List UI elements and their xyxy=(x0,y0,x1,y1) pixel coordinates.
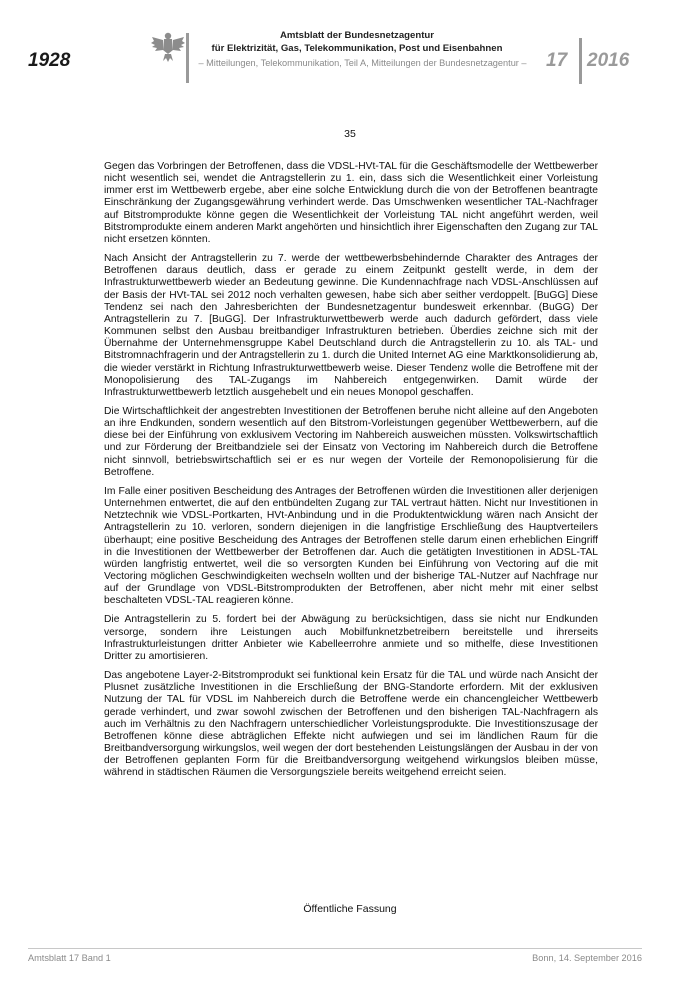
inner-page-number: 35 xyxy=(344,128,356,140)
title-line-2: für Elektrizität, Gas, Telekommunikation, Post und Eisenbahnen xyxy=(211,42,503,54)
paragraph: Im Falle einer positiven Bescheidung des Antrages der Betroffenen würden die Investitionen aller derjenigen Unternehmen entwertet, die auf den entbündelten Zugang zur TAL vertraut hätten. Nicht nur Investitionen in Netztechnik wie VDSL-Portkarten, HVt-Anbindung und in die Produktentwicklung wären nach Ansicht der Antragstellerin zu 10. verloren, sondern diejenigen in die langfristige Erschließung des Hauptverteilers überhaupt; eine positive Bescheidung des Antrages der Betroffenen stelle darum einen erheblichen Eingriff in die Investitionen der Wettbewerber der Betroffenen dar. Auch die getätigten Investitionen in ADSL-TAL würden langfristig entwertet, weil die so versorgten Kunden bei Einführung von Vectoring auf die mit Vectoring möglichen Geschwindigkeiten wechseln wollten und der bisherige TAL-Nutzer auf Nachfrage nur auf der Grundlage von VDSL-Bitstromprodukten der Betroffenen, aber nicht mehr mit einer selbst beschalteten VDSL-TAL reagieren könne. xyxy=(104,485,598,607)
paragraph: Die Antragstellerin zu 5. fordert bei der Abwägung zu berücksichtigen, dass sie nicht nur Endkunden versorge, sondern ihre Leistungen auch Mobilfunknetzbetreibern bereitstelle und ihrerseits Infrastrukturleistungen dritter Anbieter wie Kabelleerrohre anmiete und so mithelfe, diese Investitionen Dritter zu amortisieren. xyxy=(104,614,598,662)
header-divider xyxy=(186,33,189,83)
publication-subtitle: – Mitteilungen, Telekommunikation, Teil A, Mitteilungen der Bundesnetzagentur – xyxy=(198,58,527,68)
document-body xyxy=(104,161,598,787)
footer-right: Bonn, 14. September 2016 xyxy=(532,953,642,963)
page-header xyxy=(0,0,700,100)
issue-number: 17 xyxy=(546,50,568,71)
paragraph: Nach Ansicht der Antragstellerin zu 7. werde der wettbewerbsbehindernde Charakter des Antrages der Betroffenen daraus deutlich, dass er gerade zu einem Zeitpunkt gestellt werde, in dem der Infrastrukturwettbewerb wieder an Bedeutung gewinne. Die Kundennachfrage nach VDSL-Anschlüssen auf der Basis der HVt-TAL sei 2012 noch verhalten gewesen, habe sich aber seither verdoppelt. [BuGG] Diese Tendenz sei nach den Jahresberichten der Bundesnetzagentur bundesweit erkennbar. (BuGG) Der Antragstellerin zu 7. [BuGG]. Der Infrastrukturwettbewerb werde auch dadurch gefördert, dass viele Kommunen selbst den Ausbau breitbandiger Infrastrukturen betrieben. Überdies zeichne sich mit der Übernahme der Unternehmensgruppe Kabel Deutschland durch die Antragstellerin zu 10. als TAL- und Bitstromnachfragerin und der Antragstellerin zu 1. durch die United Internet AG eine Marktkonsolidierung ab, die wieder verstärkt in Richtung Infrastrukturwettbewerb weise. Dieser Tendenz wolle die Betroffene mit der Monopolisierung des TAL-Zugangs im Nahbereich entgegenwirken. Damit würde der Infrastrukturwettbewerb letztlich ausgehebelt und ein neues Monopol geschaffen. xyxy=(104,253,598,398)
paragraph: Die Wirtschaftlichkeit der angestrebten Investitionen der Betroffenen beruhe nicht alleine auf den Angeboten an ihre Endkunden, sondern wesentlich auf den Bitstrom-Vorleistungen gegenüber Wettbewerbern, auf die diese bei der Einführung von exklusivem Vectoring im Nahbereich ausweichen müssten. Volkswirtschaftlich und zur Förderung der Breitbandziele sei der Einsatz von Vectoring im Nahbereich durch die Betroffene nicht sinnvoll, betriebswirtschaftlich sei er es nur wegen der Vorteile der Remonopolisierung für die Betroffene. xyxy=(104,405,598,478)
paragraph: Gegen das Vorbringen der Betroffenen, dass die VDSL-HVt-TAL für die Geschäftsmodelle der Wettbewerber nicht wesentlich sei, wendet die Antragstellerin zu 1. ein, dass sich die Wesentlichkeit einer Vorleistung immer erst im Wettbewerb ergebe, aber eine solche Entwicklung durch die von der Betroffenen beantragte Einschränkung der Zugangsgewährung verhindert werde. Das Umschwenken wesentlicher TAL-Nachfrager auf Bitstromprodukte könne gegen die Wesentlichkeit der Vorleistung TAL nicht angeführt werden, weil Bitstromprodukte einem anderen Markt angehörten und hinsichtlich ihrer Eigenschaften den Zugang zur TAL nicht ersetzen könnten. xyxy=(104,161,598,245)
closing-label: Öffentliche Fassung xyxy=(303,903,397,915)
page-number: 1928 xyxy=(28,50,71,71)
footer-left: Amtsblatt 17 Band 1 xyxy=(28,953,111,963)
footer-divider xyxy=(28,948,642,949)
issue-year: 2016 xyxy=(587,50,630,71)
issue-divider xyxy=(579,38,582,84)
title-line-1: Amtsblatt der Bundesnetzagentur xyxy=(279,30,435,41)
federal-eagle-icon xyxy=(150,30,186,64)
publication-title xyxy=(192,30,522,55)
paragraph: Das angebotene Layer-2-Bitstromprodukt sei funktional kein Ersatz für die TAL und würde nach Ansicht der Plusnet zusätzliche Investitionen in die Erschließung der BNG-Standorte erfordern. Mit der exklusiven Nutzung der TAL für VDSL im Nahbereich durch die Betroffene werde ein chancengleicher Wettbewerb gerade verhindert, und zwar sowohl zwischen der Betroffenen und den bisherigen TAL-Nachfragern als auch im Verhältnis zu den Nachfragern unterschiedlicher Vorleistungsprodukte. Die Investitionszusage der Betroffenen könne diese abträglichen Effekte nicht aufwiegen und sei im ländlichen Raum für die Breitbandversorgung wirkungslos, weil wegen der dort bestehenden Leistungslängen der Ausbau in der von der Betroffenen geplanten Form für die Breitbandversorgung weitgehend wirkungslos bleiben müsse, während in städtischen Räumen die Versorgungsziele bereits weitgehend erreicht seien. xyxy=(104,670,598,779)
